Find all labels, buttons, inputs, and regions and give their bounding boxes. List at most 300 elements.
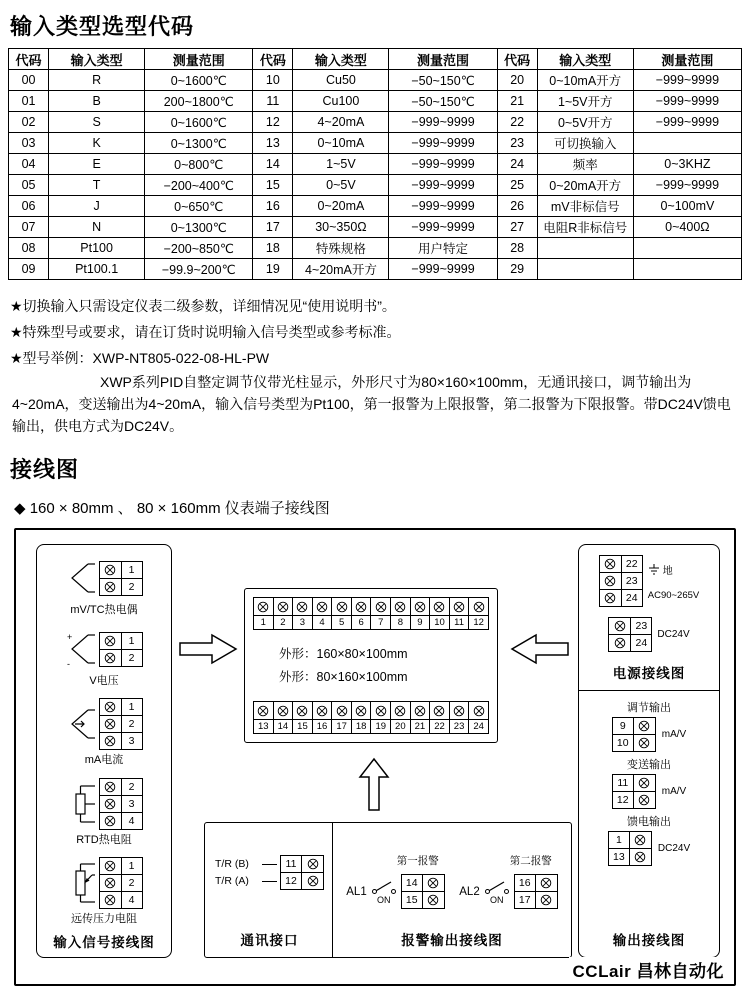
screw-box	[600, 556, 621, 572]
screw-icon	[296, 601, 308, 613]
strip-terminal-number: 15	[293, 719, 312, 733]
terminal-cell-1	[99, 698, 143, 716]
table-cell: 0~400Ω	[633, 217, 741, 238]
strip-terminal-24	[469, 702, 488, 733]
screw-box	[100, 562, 121, 578]
brand-watermark: CCLair 昌林自动化	[569, 957, 728, 982]
terminal-cell-1	[99, 857, 143, 875]
screw-icon	[540, 877, 552, 889]
screw-box	[536, 875, 557, 891]
screw-icon	[104, 718, 116, 730]
strip-terminal-number: 7	[371, 615, 390, 629]
terminal-cell-3	[99, 732, 143, 750]
case-size-lines	[253, 643, 489, 688]
table-cell: 0~1300℃	[145, 217, 253, 238]
table-cell: E	[49, 154, 145, 175]
screw-box	[100, 699, 121, 715]
screw-box	[352, 598, 371, 615]
terminal-cell-22	[599, 555, 643, 573]
table-row	[9, 112, 742, 133]
screw-box	[293, 598, 312, 615]
screw-box	[630, 832, 651, 848]
strip-terminal-12	[469, 598, 488, 629]
screw-box	[634, 735, 655, 751]
output-group-label: 馈电输出	[627, 816, 671, 828]
table-cell: −999~9999	[389, 133, 497, 154]
alarm-caption: 第一报警	[396, 855, 439, 867]
table-cell: −999~9999	[389, 175, 497, 196]
input-group-row	[39, 556, 169, 600]
alarm-panel-label: 报警输出接线图	[401, 933, 503, 948]
terminal-cell-1	[99, 632, 143, 650]
table-cell: 28	[497, 238, 537, 259]
wire-line	[262, 864, 277, 865]
strip-terminal-number: 23	[450, 719, 469, 733]
table-cell: 电阻R非标信号	[537, 217, 633, 238]
table-cell: 02	[9, 112, 49, 133]
screw-icon	[316, 705, 328, 717]
strip-terminal-number: 22	[430, 719, 449, 733]
screw-icon	[104, 652, 116, 664]
input-group	[39, 556, 169, 617]
table-cell: 17	[253, 217, 293, 238]
screw-icon	[433, 601, 445, 613]
table-row	[9, 217, 742, 238]
table-cell: 可切换输入	[537, 133, 633, 154]
screw-box	[100, 650, 121, 666]
table-cell: −999~9999	[633, 70, 741, 91]
strip-terminal-number: 3	[293, 615, 312, 629]
output-group-row	[583, 774, 715, 809]
screw-icon	[257, 705, 269, 717]
table-cell: 0~1300℃	[145, 133, 253, 154]
alarm-terminal-cells	[401, 874, 445, 909]
input-terminal-cells	[99, 778, 143, 830]
comm-line-label: T/R (A)	[215, 875, 249, 887]
screw-box	[100, 875, 121, 891]
screw-box	[274, 702, 293, 719]
screw-icon	[433, 705, 445, 717]
table-cell	[537, 238, 633, 259]
strip-terminal-number: 11	[450, 615, 469, 629]
strip-terminal-number: 5	[332, 615, 351, 629]
screw-box	[371, 702, 390, 719]
example-paragraph: XWP系列PID自整定调节仪带光柱显示，外形尺寸为80×160×100mm，无通讯接口，调节输出为4~20mA，变送输出为4~20mA，输入信号类型为Pt100，第一报警为上限报警，第二报警为下限报警。带DC24V馈电输出，供电方式为DC24V。	[12, 374, 731, 434]
table-cell: Pt100.1	[49, 259, 145, 280]
table-cell: 200~1800℃	[145, 91, 253, 112]
terminal-cell-3	[99, 795, 143, 813]
input-group-label: V电压	[89, 675, 119, 688]
comm-rows	[215, 837, 324, 929]
ground-annotation	[648, 562, 700, 577]
terminal-cell-1	[99, 561, 143, 579]
input-group	[39, 778, 169, 847]
comm-line	[215, 855, 324, 873]
screw-box	[352, 702, 371, 719]
terminal-number: 4	[121, 813, 142, 829]
screw-box	[630, 849, 651, 865]
output-group-label: 调节输出	[627, 702, 671, 714]
table-header-cell: 代码	[9, 49, 49, 70]
table-cell: 25	[497, 175, 537, 196]
terminal-number: 11	[281, 856, 302, 872]
strip-terminal-number: 16	[313, 719, 332, 733]
screw-box	[469, 598, 488, 615]
table-cell: −200~400℃	[145, 175, 253, 196]
screw-icon	[604, 558, 616, 570]
screw-box	[100, 779, 121, 795]
table-cell: 07	[9, 217, 49, 238]
strip-terminal-9	[411, 598, 431, 629]
wire-line	[262, 881, 277, 882]
note-line: ★特殊型号或要求，请在订货时说明输入信号类型或参考标准。	[10, 324, 401, 340]
table-cell: B	[49, 91, 145, 112]
table-cell: 0~5V开方	[537, 112, 633, 133]
comm-line	[215, 872, 324, 890]
arrow-up-icon	[356, 756, 392, 812]
table-cell: 24	[497, 154, 537, 175]
alarm-terminal-cells	[514, 874, 558, 909]
input-type-table	[8, 48, 742, 280]
screw-icon	[104, 860, 116, 872]
table-cell: 4~20mA	[293, 112, 389, 133]
screw-box	[100, 633, 121, 649]
table-cell: −999~9999	[633, 175, 741, 196]
strip-terminal-8	[391, 598, 411, 629]
table-header-cell: 代码	[497, 49, 537, 70]
table-cell: 08	[9, 238, 49, 259]
table-cell: −999~9999	[389, 196, 497, 217]
voltage-icon	[66, 627, 96, 671]
screw-icon	[394, 601, 406, 613]
screw-box	[411, 702, 430, 719]
terminal-cell-2	[99, 649, 143, 667]
strip-terminal-number: 12	[469, 615, 488, 629]
terminal-cell-2	[99, 715, 143, 733]
screw-icon	[638, 777, 650, 789]
screw-box	[634, 792, 655, 808]
screw-box	[100, 892, 121, 908]
terminal-cell-4	[99, 891, 143, 909]
terminal-strip-top	[253, 597, 489, 630]
terminal-number: 11	[613, 775, 634, 791]
terminal-number: 16	[515, 875, 536, 891]
input-group-label: 远传压力电阻	[71, 912, 137, 925]
svg-text:+: +	[66, 632, 72, 643]
terminal-cell-10	[612, 734, 656, 752]
table-cell: J	[49, 196, 145, 217]
alarm-body	[346, 874, 444, 909]
switch-state: ON	[376, 894, 391, 905]
table-cell: −999~9999	[389, 217, 497, 238]
screw-icon	[375, 601, 387, 613]
screw-icon	[307, 875, 319, 887]
switch-icon	[371, 879, 397, 895]
output-group-row	[583, 717, 715, 752]
screw-icon	[427, 894, 439, 906]
table-cell: −50~150℃	[389, 70, 497, 91]
screw-icon	[104, 564, 116, 576]
table-cell: 30~350Ω	[293, 217, 389, 238]
strip-terminal-21	[411, 702, 431, 733]
input-panel-label: 输入信号接线图	[53, 935, 155, 950]
screw-box	[600, 590, 621, 606]
terminal-number: 22	[621, 556, 642, 572]
terminal-number: 24	[630, 635, 651, 651]
terminal-number: 2	[121, 779, 142, 795]
screw-box	[254, 598, 273, 615]
input-group	[39, 627, 169, 688]
screw-box	[391, 598, 410, 615]
alarm-name: AL1	[346, 885, 367, 898]
screw-box	[469, 702, 488, 719]
screw-icon	[336, 705, 348, 717]
table-cell: 13	[253, 133, 293, 154]
alarm-group	[346, 853, 444, 909]
output-annotation: mA/V	[661, 786, 687, 797]
case-size-line-1: 外形：160×80×100mm	[279, 647, 408, 661]
screw-box	[371, 598, 390, 615]
table-cell: −999~9999	[389, 154, 497, 175]
strip-terminal-5	[332, 598, 352, 629]
terminal-cell-11	[612, 774, 656, 792]
table-cell	[537, 259, 633, 280]
terminal-number: 10	[613, 735, 634, 751]
table-cell: 26	[497, 196, 537, 217]
input-group	[39, 698, 169, 767]
alarm-name: AL2	[459, 885, 480, 898]
input-groups	[39, 551, 169, 931]
table-row	[9, 238, 742, 259]
alarm-caption: 第二报警	[509, 855, 552, 867]
strip-terminal-number: 13	[254, 719, 273, 733]
screw-box	[609, 635, 630, 651]
strip-terminal-number: 20	[391, 719, 410, 733]
ac-annotations	[648, 555, 700, 607]
output-groups	[583, 699, 715, 870]
terminal-number: 24	[621, 590, 642, 606]
table-cell: −999~9999	[389, 112, 497, 133]
table-header-cell: 输入类型	[537, 49, 633, 70]
rtd-icon	[66, 782, 96, 826]
case-size-line-2: 外形：80×160×100mm	[279, 669, 408, 684]
input-group-row	[39, 778, 169, 830]
table-cell: 03	[9, 133, 49, 154]
screw-icon	[104, 877, 116, 889]
strip-terminal-number: 19	[371, 719, 390, 733]
screw-box	[430, 702, 449, 719]
table-cell: S	[49, 112, 145, 133]
table-cell: 11	[253, 91, 293, 112]
power-output-panel	[578, 544, 720, 958]
terminal-cell-2	[99, 578, 143, 596]
screw-icon	[394, 705, 406, 717]
terminal-cell-9	[612, 717, 656, 735]
strip-terminal-number: 6	[352, 615, 371, 629]
terminal-number: 1	[121, 699, 142, 715]
svg-text:-: -	[66, 659, 70, 670]
output-terminal-cells	[612, 774, 656, 809]
strip-terminal-number: 24	[469, 719, 488, 733]
strip-terminal-number: 2	[274, 615, 293, 629]
screw-icon	[104, 815, 116, 827]
screw-icon	[104, 781, 116, 793]
table-cell: 19	[253, 259, 293, 280]
table-header-cell: 输入类型	[49, 49, 145, 70]
strip-terminal-number: 21	[411, 719, 430, 733]
table-cell: 频率	[537, 154, 633, 175]
terminal-number: 15	[402, 892, 423, 908]
table-cell: 15	[253, 175, 293, 196]
screw-icon	[638, 737, 650, 749]
strip-terminal-19	[371, 702, 391, 733]
table-cell: Cu100	[293, 91, 389, 112]
screw-icon	[277, 601, 289, 613]
table-cell: 09	[9, 259, 49, 280]
input-signal-panel	[36, 544, 172, 958]
table-cell: 06	[9, 196, 49, 217]
strip-terminal-7	[371, 598, 391, 629]
table-cell: 12	[253, 112, 293, 133]
table-cell: 01	[9, 91, 49, 112]
terminal-number: 2	[121, 579, 142, 595]
input-terminal-cells	[99, 698, 143, 750]
section2-subtitle: ◆ 160 × 80mm 、 80 × 160mm 仪表端子接线图	[14, 500, 330, 517]
table-cell: 10	[253, 70, 293, 91]
comm-line-label: T/R (B)	[215, 858, 249, 870]
terminal-cell-12	[612, 791, 656, 809]
screw-box	[100, 579, 121, 595]
terminal-cell-16	[514, 874, 558, 892]
screw-icon	[104, 894, 116, 906]
screw-box	[100, 716, 121, 732]
terminal-number: 4	[121, 892, 142, 908]
table-cell: mV非标信号	[537, 196, 633, 217]
output-terminal-cells	[608, 831, 652, 866]
section2-title: 接线图	[10, 457, 80, 482]
table-cell: 0~650℃	[145, 196, 253, 217]
screw-icon	[104, 735, 116, 747]
terminal-number: 9	[613, 718, 634, 734]
terminal-strip-box	[244, 588, 498, 743]
table-cell: −200~850℃	[145, 238, 253, 259]
table-cell: 0~3KHZ	[633, 154, 741, 175]
table-cell: 特殊规格	[293, 238, 389, 259]
thermocouple-icon	[66, 556, 96, 600]
switch-wrap	[484, 879, 510, 905]
table-cell: 1~5V	[293, 154, 389, 175]
screw-box	[274, 598, 293, 615]
table-cell: 0~1600℃	[145, 112, 253, 133]
output-section	[583, 699, 715, 949]
note-line: ★型号举例：XWP-NT805-022-08-HL-PW	[10, 350, 270, 366]
terminal-cell-24	[599, 589, 643, 607]
terminal-number: 17	[515, 892, 536, 908]
strip-terminal-10	[430, 598, 450, 629]
screw-icon	[453, 601, 465, 613]
notes	[10, 293, 740, 371]
alarm-group	[459, 853, 557, 909]
table-cell: 05	[9, 175, 49, 196]
terminal-number: 2	[121, 650, 142, 666]
section1-title: 输入类型选型代码	[10, 14, 195, 39]
input-group-label: mA电流	[84, 754, 124, 767]
switch-wrap	[371, 879, 397, 905]
strip-terminal-number: 9	[411, 615, 430, 629]
screw-box	[536, 892, 557, 908]
screw-box	[609, 618, 630, 634]
screw-icon	[375, 705, 387, 717]
input-group-label: RTD热电阻	[76, 833, 132, 846]
screw-box	[391, 702, 410, 719]
screw-icon	[604, 575, 616, 587]
screw-box	[450, 598, 469, 615]
comm-panel	[205, 823, 333, 957]
screw-box	[332, 598, 351, 615]
terminal-number: 3	[121, 733, 142, 749]
dc-terminals	[608, 617, 652, 652]
output-group	[583, 813, 715, 866]
screw-icon	[296, 705, 308, 717]
table-cell: −999~9999	[633, 112, 741, 133]
remote-resistor-icon	[66, 861, 96, 905]
strip-terminal-23	[450, 702, 470, 733]
table-header-cell: 测量范围	[633, 49, 741, 70]
screw-icon	[414, 705, 426, 717]
panel-divider	[579, 690, 719, 691]
output-annotation: mA/V	[661, 729, 687, 740]
table-cell: −99.9~200℃	[145, 259, 253, 280]
input-group-row	[39, 698, 169, 750]
screw-box	[423, 875, 444, 891]
table-cell: 0~100mV	[633, 196, 741, 217]
screw-box	[100, 813, 121, 829]
ground-label: 地	[662, 565, 673, 577]
table-cell: 00	[9, 70, 49, 91]
terminal-number: 12	[281, 873, 302, 889]
screw-box	[313, 702, 332, 719]
terminal-number: 2	[121, 875, 142, 891]
terminal-cell-15	[401, 891, 445, 909]
terminal-cell-2	[99, 874, 143, 892]
screw-icon	[634, 834, 646, 846]
table-cell: 0~20mA开方	[537, 175, 633, 196]
screw-icon	[355, 705, 367, 717]
screw-box	[100, 796, 121, 812]
alarm-groups	[339, 833, 565, 929]
strip-terminal-11	[450, 598, 470, 629]
screw-icon	[104, 581, 116, 593]
strip-terminal-number: 18	[352, 719, 371, 733]
table-row	[9, 70, 742, 91]
output-panel-label: 输出接线图	[612, 933, 686, 948]
table-header	[9, 49, 742, 70]
strip-terminal-number: 1	[254, 615, 273, 629]
screw-box	[313, 598, 332, 615]
output-annotation: DC24V	[657, 843, 691, 854]
dc-annotations	[657, 617, 689, 652]
screw-icon	[614, 637, 626, 649]
power-panel-label: 电源接线图	[612, 666, 686, 681]
strip-terminal-3	[293, 598, 313, 629]
table-cell: 14	[253, 154, 293, 175]
table-cell: 27	[497, 217, 537, 238]
screw-box	[293, 702, 312, 719]
table-row	[9, 196, 742, 217]
table-header-cell: 代码	[253, 49, 293, 70]
table-cell	[633, 238, 741, 259]
wiring-diagram	[14, 528, 736, 986]
